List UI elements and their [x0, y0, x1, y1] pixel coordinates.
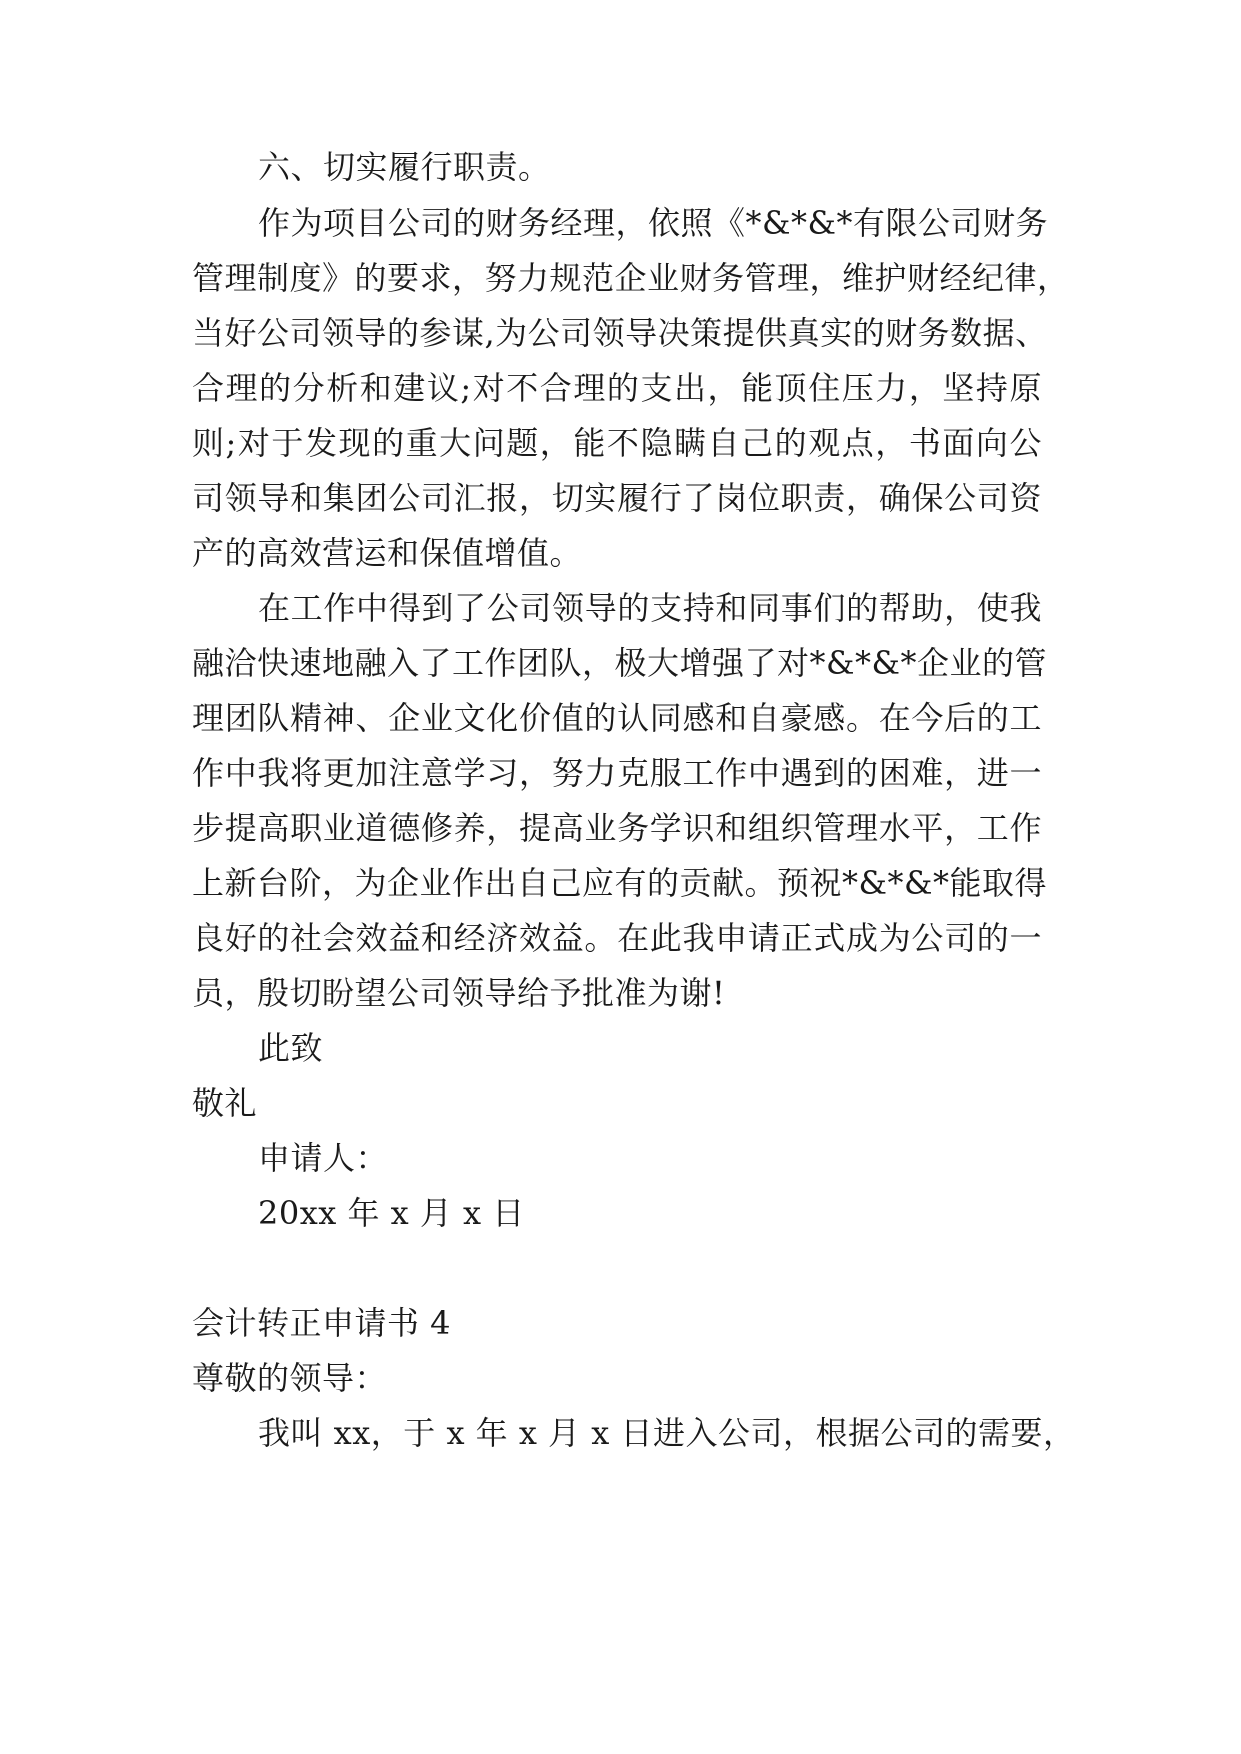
closing-regards: 敬礼	[192, 1084, 258, 1122]
paragraph-line: 作为项目公司的财务经理，依照《*&*&*有限公司财务	[258, 204, 1048, 242]
closing-greeting: 此致	[258, 1029, 324, 1067]
paragraph-line: 理团队精神、企业文化价值的认同感和自豪感。在今后的工	[192, 699, 1042, 737]
salutation: 尊敬的领导：	[192, 1359, 388, 1397]
paragraph-line: 合理的分析和建议;对不合理的支出，能顶住压力，坚持原	[192, 369, 1042, 407]
paragraph-line: 员，殷切盼望公司领导给予批准为谢!	[192, 974, 726, 1012]
section-title: 会计转正申请书 4	[192, 1304, 452, 1342]
paragraph-line: 在工作中得到了公司领导的支持和同事们的帮助，使我	[258, 589, 1042, 627]
paragraph-line: 步提高职业道德修养，提高业务学识和组织管理水平，工作	[192, 809, 1042, 847]
paragraph-line: 上新台阶，为企业作出自己应有的贡献。预祝*&*&*能取得	[192, 864, 1047, 902]
section-heading: 六、切实履行职责。	[258, 148, 551, 186]
applicant-label: 申请人：	[258, 1139, 389, 1177]
paragraph-line: 我叫 xx，于 x 年 x 月 x 日进入公司，根据公司的需要，	[258, 1414, 1076, 1452]
paragraph-line: 作中我将更加注意学习，努力克服工作中遇到的困难，进一	[192, 754, 1042, 792]
paragraph-line: 管理制度》的要求，努力规范企业财务管理，维护财经纪律，	[192, 259, 1070, 297]
date-line: 20xx 年 x 月 x 日	[258, 1194, 525, 1232]
paragraph-line: 当好公司领导的参谋,为公司领导决策提供真实的财务数据、	[192, 314, 1048, 352]
paragraph-line: 司领导和集团公司汇报，切实履行了岗位职责，确保公司资	[192, 479, 1042, 517]
paragraph-line: 融洽快速地融入了工作团队，极大增强了对*&*&*企业的管	[192, 644, 1047, 682]
paragraph-line: 良好的社会效益和经济效益。在此我申请正式成为公司的一	[192, 919, 1042, 957]
paragraph-line: 则;对于发现的重大问题，能不隐瞒自己的观点，书面向公	[192, 424, 1042, 462]
paragraph-line: 产的高效营运和保值增值。	[192, 534, 583, 572]
